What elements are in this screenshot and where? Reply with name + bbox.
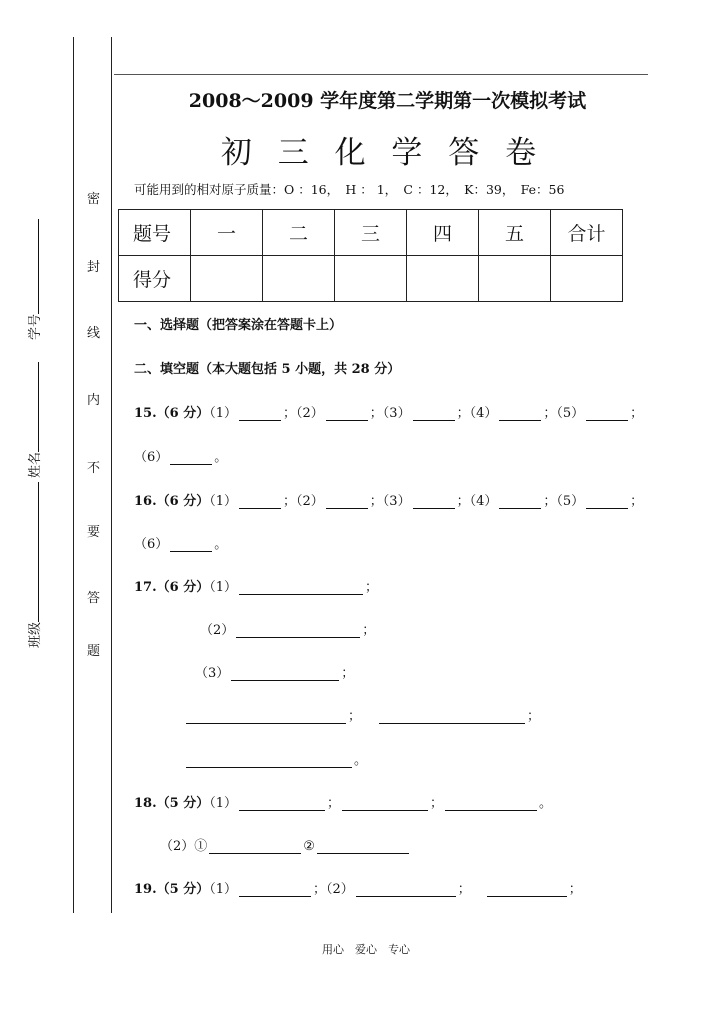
score-cell[interactable]	[551, 256, 623, 302]
answer-blank[interactable]	[379, 710, 525, 724]
seal-char: 题	[87, 644, 101, 659]
answer-blank[interactable]	[499, 407, 541, 421]
question-16-line-2: （6） 。	[134, 537, 228, 552]
answer-blank[interactable]	[186, 710, 346, 724]
score-cell[interactable]	[335, 256, 407, 302]
seal-char: 封	[87, 260, 101, 275]
answer-blank[interactable]	[499, 495, 541, 509]
answer-blank[interactable]	[239, 581, 363, 595]
answer-blank[interactable]	[170, 451, 212, 465]
score-table-score-row	[119, 256, 623, 302]
score-table-header-cell: 五	[479, 210, 551, 256]
page-footer: 用心 爱心 专心	[322, 943, 410, 956]
answer-blank[interactable]	[586, 407, 628, 421]
score-cell[interactable]	[191, 256, 263, 302]
question-17-line-4: ； ；	[184, 705, 540, 724]
answer-blank[interactable]	[326, 407, 368, 421]
name-field	[24, 362, 43, 478]
header-rule	[114, 74, 648, 75]
class-label: 班级	[28, 621, 43, 648]
score-row-label: 得分	[119, 256, 191, 302]
question-16-label: 16.（6 分）	[134, 494, 210, 509]
question-17-line-1: 17.（6 分）（1） ；	[134, 580, 378, 595]
answer-blank[interactable]	[231, 667, 339, 681]
student-no-label: 学号	[28, 313, 43, 340]
score-cell[interactable]	[263, 256, 335, 302]
seal-char: 密	[87, 192, 101, 207]
answer-blank[interactable]	[342, 797, 428, 811]
answer-blank[interactable]	[239, 407, 281, 421]
class-field	[24, 482, 43, 648]
question-15-label: 15.（6 分）	[134, 406, 210, 421]
answer-blank[interactable]	[236, 624, 360, 638]
answer-blank[interactable]	[487, 883, 567, 897]
question-15-line-2: （6） 。	[134, 450, 228, 465]
question-17-line-3: （3） ；	[195, 666, 355, 681]
answer-blank[interactable]	[413, 495, 455, 509]
seal-char: 内	[87, 393, 101, 408]
answer-blank[interactable]	[239, 883, 311, 897]
score-table	[118, 209, 623, 302]
question-18-line-2: （2）① ②	[160, 835, 411, 854]
answer-blank[interactable]	[239, 797, 325, 811]
section-1-heading: 一、选择题（把答案涂在答题卡上）	[134, 318, 343, 333]
question-17-line-2: （2） ；	[200, 623, 376, 638]
seal-char: 不	[87, 461, 101, 476]
score-table-header-cell: 合计	[551, 210, 623, 256]
answer-blank[interactable]	[209, 840, 301, 854]
score-table-header-cell: 题号	[119, 210, 191, 256]
section-2-heading: 二、填空题（本大题包括 5 小题，共 28 分）	[134, 362, 401, 377]
question-15-line-1: 15.（6 分）（1） ；（2） ；（3） ；（4） ；（5） ；	[134, 406, 644, 421]
question-19-label: 19.（5 分）	[134, 882, 210, 897]
question-17-label: 17.（6 分）	[134, 580, 210, 595]
name-label: 姓名	[28, 451, 43, 478]
seal-char: 线	[87, 326, 101, 341]
answer-blank[interactable]	[413, 407, 455, 421]
answer-blank[interactable]	[586, 495, 628, 509]
answer-blank[interactable]	[170, 538, 212, 552]
answer-blank[interactable]	[186, 754, 352, 768]
question-18-label: 18.（5 分）	[134, 796, 210, 811]
score-cell[interactable]	[407, 256, 479, 302]
seal-char: 答	[87, 591, 101, 606]
score-table-header-cell: 三	[335, 210, 407, 256]
score-table-header-row	[119, 210, 623, 256]
score-table-header-cell: 四	[407, 210, 479, 256]
score-cell[interactable]	[479, 256, 551, 302]
question-19-line-1: 19.（5 分）（1） ；（2） ； ；	[134, 882, 582, 897]
question-18-line-1: 18.（5 分）（1） ； ； 。	[134, 796, 553, 811]
score-table-header-cell: 二	[263, 210, 335, 256]
question-16-line-1: 16.（6 分）（1） ；（2） ；（3） ；（4） ；（5） ；	[134, 494, 644, 509]
answer-blank[interactable]	[239, 495, 281, 509]
seal-char: 要	[87, 525, 101, 540]
answer-blank[interactable]	[326, 495, 368, 509]
exam-title: 2008～2009 学年度第二学期第一次模拟考试	[188, 90, 587, 112]
exam-subtitle: 初 三 化 学 答 卷	[220, 135, 545, 171]
answer-blank[interactable]	[445, 797, 537, 811]
answer-blank[interactable]	[317, 840, 409, 854]
atomic-masses: 可能用到的相对原子质量：O ：16， H ： 1， C ：12， K：39， Fe：56	[134, 182, 565, 197]
question-17-line-5: 。	[184, 749, 367, 768]
score-table-header-cell: 一	[191, 210, 263, 256]
answer-blank[interactable]	[356, 883, 456, 897]
student-no-field	[24, 219, 43, 340]
